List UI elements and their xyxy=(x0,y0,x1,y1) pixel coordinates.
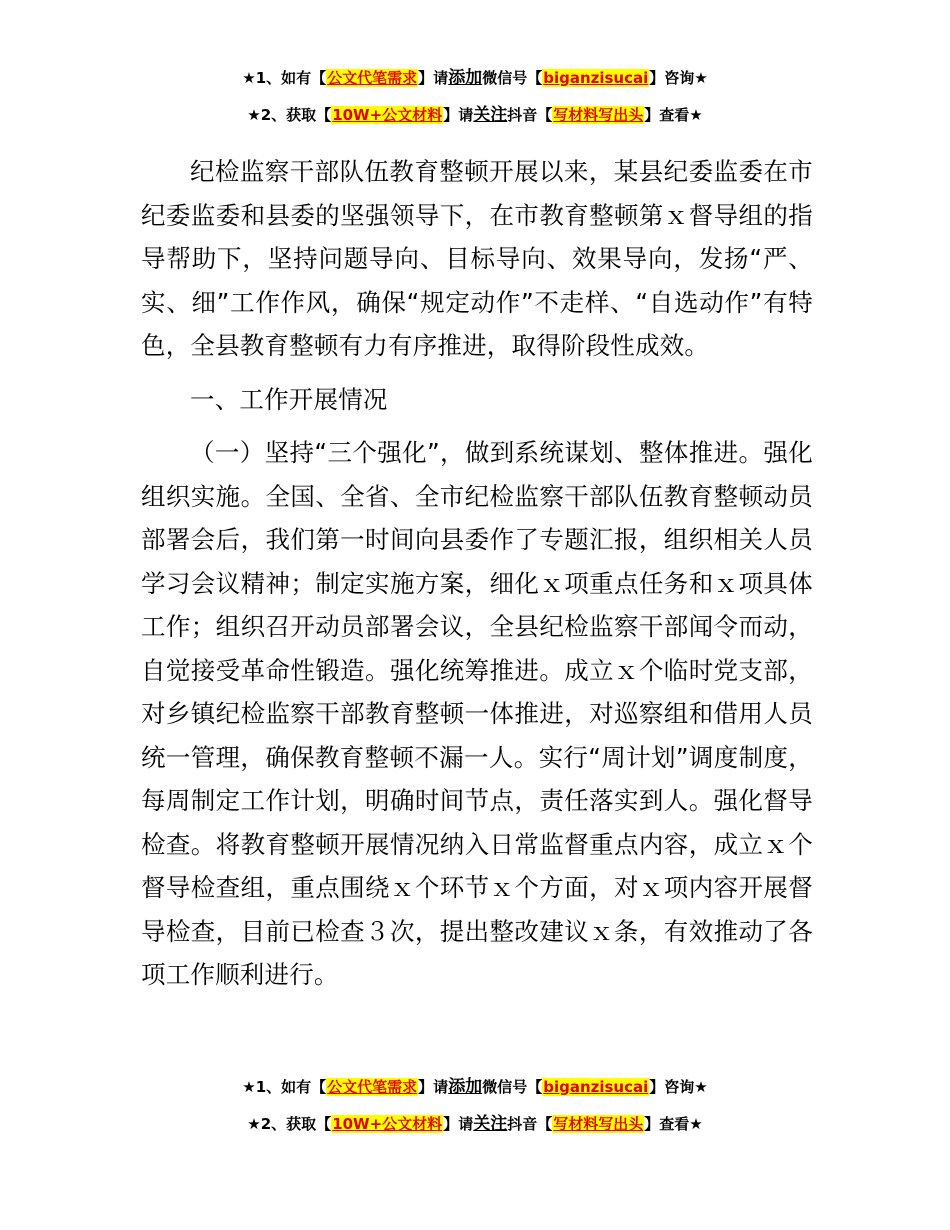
banner-highlight-service: 公文代笔需求 xyxy=(327,69,418,87)
banner-highlight-service: 公文代笔需求 xyxy=(327,1078,418,1096)
section-heading: 一、工作开展情况 xyxy=(190,384,388,414)
bottom-banner-line-1 xyxy=(0,1076,950,1098)
banner-emphasis: 关注 xyxy=(473,1114,508,1134)
banner-prefix: ★2、获取【 xyxy=(247,1115,332,1133)
banner-prefix: ★2、获取【 xyxy=(247,106,332,124)
banner-suffix: 】查看★ xyxy=(644,106,703,124)
banner-emphasis: 添加 xyxy=(448,1077,483,1097)
body-paragraph: （一）坚持“三个强化”，做到系统谋划、整体推进。强化组织实施。全国、全省、全市纪检监察干部队伍教育整顿动员部署会后，我们第一时间向县委作了专题汇报，组织相关人员学习会议精神；制定实施方案，细化ｘ项重点任务和ｘ项具体工作；组织召开动员部署会议，全县纪检监察干部闻令而动，自觉接受革命性锻造。强化统筹推进。成立ｘ个临时党支部，对乡镇纪检监察干部教育整顿一体推进，对巡察组和借用人员统一管理，确保教育整顿不漏一人。实行“周计划”调度制度，每周制定工作计划，明确时间节点，责任落实到人。强化督导检查。将教育整顿开展情况纳入日常监督重点内容，成立ｘ个督导检查组，重点围绕ｘ个环节ｘ个方面，对ｘ项内容开展督导检查，目前已检查３次，提出整改建议ｘ条，有效推动了各项工作顺利进行。 xyxy=(141,438,813,989)
intro-paragraph: 纪检监察干部队伍教育整顿开展以来，某县纪委监委在市纪委监委和县委的坚强领导下，在市教育整顿第ｘ督导组的指导帮助下，坚持问题导向、目标导向、效果导向，发扬“严、实、细”工作作风，确保“规定动作”不走样、“自选动作”有特色，全县教育整顿有力有序推进，取得阶段性成效。 xyxy=(141,157,813,360)
banner-suffix: 】查看★ xyxy=(644,1115,703,1133)
banner-emphasis: 关注 xyxy=(473,105,508,125)
top-banner-line-2 xyxy=(0,104,950,126)
banner-suffix: 】咨询★ xyxy=(649,69,708,87)
banner-text: 微信号【 xyxy=(482,69,543,87)
banner-prefix: ★1、如有【 xyxy=(242,69,327,87)
banner-highlight-wechat-id: biganzisucai xyxy=(543,1078,649,1096)
top-banner-line-1 xyxy=(0,67,950,89)
bottom-banner-line-2 xyxy=(0,1113,950,1135)
banner-text: 】请 xyxy=(418,69,449,87)
banner-text: 微信号【 xyxy=(482,1078,543,1096)
banner-prefix: ★1、如有【 xyxy=(242,1078,327,1096)
banner-emphasis: 添加 xyxy=(448,68,483,88)
banner-highlight-douyin-account: 写材料写出头 xyxy=(553,106,644,124)
banner-text: 】请 xyxy=(443,106,474,124)
banner-highlight-materials: 10W+公文材料 xyxy=(332,106,443,124)
banner-text: 】请 xyxy=(443,1115,474,1133)
banner-highlight-douyin-account: 写材料写出头 xyxy=(553,1115,644,1133)
banner-highlight-materials: 10W+公文材料 xyxy=(332,1115,443,1133)
banner-suffix: 】咨询★ xyxy=(649,1078,708,1096)
banner-highlight-wechat-id: biganzisucai xyxy=(543,69,649,87)
banner-text: 抖音【 xyxy=(507,106,553,124)
document-body xyxy=(141,150,813,997)
banner-text: 】请 xyxy=(418,1078,449,1096)
banner-text: 抖音【 xyxy=(507,1115,553,1133)
